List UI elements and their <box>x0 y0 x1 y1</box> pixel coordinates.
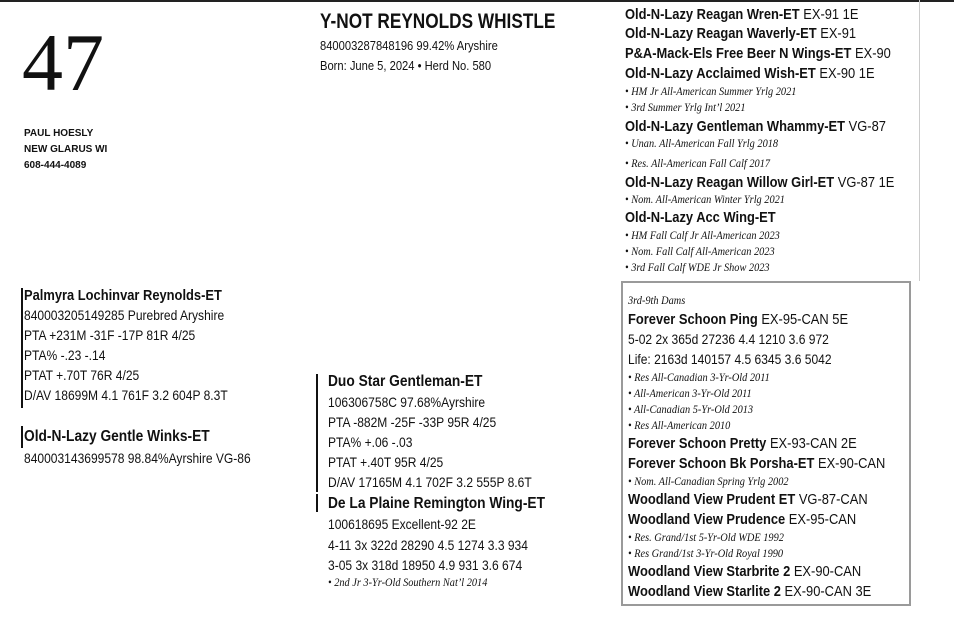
dam-sire-line: PTAT +.40T 95R 4/25 <box>328 454 444 470</box>
sire-bracket <box>21 288 23 408</box>
dam-entry: Forever Schoon Bk Porsha-ET EX-90-CAN <box>628 455 886 472</box>
family-note: • Nom. Fall Calf All-American 2023 <box>625 244 775 258</box>
dam-name: Old-N-Lazy Gentle Winks-ET <box>24 428 210 445</box>
dam-note: • Res All-American 2010 <box>628 418 731 432</box>
dam-note: • All-American 3-Yr-Old 2011 <box>628 386 752 400</box>
dam-entry: Woodland View Prudence EX-95-CAN <box>628 511 857 528</box>
owner-name: PAUL HOESLY <box>24 128 94 139</box>
granddam-line: 100618695 Excellent-92 2E <box>328 516 476 532</box>
dam-sire-bracket <box>316 374 318 492</box>
animal-name: Y-NOT REYNOLDS WHISTLE <box>320 10 556 33</box>
lot-number: 47 <box>22 17 104 108</box>
granddam-record: 4-11 3x 322d 28290 4.5 1274 3.3 934 <box>328 537 528 553</box>
owner-phone: 608-444-4089 <box>24 160 87 171</box>
family-member: P&A-Mack-Els Free Beer N Wings-ET EX-90 <box>625 45 891 62</box>
dam-note: • All-Canadian 5-Yr-Old 2013 <box>628 402 754 416</box>
family-member: Old-N-Lazy Acc Wing-ET <box>625 209 776 226</box>
granddam-note: • 2nd Jr 3-Yr-Old Southern Nat’l 2014 <box>328 575 488 589</box>
dam-record: Life: 2163d 140157 4.5 6345 3.6 5042 <box>628 351 832 367</box>
top-rule <box>0 0 954 2</box>
animal-born: Born: June 5, 2024 • Herd No. 580 <box>320 58 492 73</box>
owner-block <box>24 126 107 174</box>
sire-line: PTA% -.23 -.14 <box>24 347 106 363</box>
family-member: Old-N-Lazy Reagan Willow Girl-ET VG-87 1E <box>625 174 895 191</box>
dam-entry: Forever Schoon Pretty EX-93-CAN 2E <box>628 435 857 452</box>
family-member: Old-N-Lazy Acclaimed Wish-ET EX-90 1E <box>625 65 875 82</box>
sire-name: Palmyra Lochinvar Reynolds-ET <box>24 287 222 304</box>
dam-sire-line: PTA -882M -25F -33P 95R 4/25 <box>328 414 497 430</box>
family-note: • HM Fall Calf Jr All-American 2023 <box>625 228 780 242</box>
sire-line: 840003205149285 Purebred Aryshire <box>24 307 225 323</box>
sire-line: D/AV 18699M 4.1 761F 3.2 604P 8.3T <box>24 387 228 403</box>
sire-line: PTA +231M -31F -17P 81R 4/25 <box>24 327 196 343</box>
dam-note: • Res Grand/1st 3-Yr-Old Royal 1990 <box>628 546 784 560</box>
family-note: • Res. All-American Fall Calf 2017 <box>625 156 771 170</box>
family-member: Old-N-Lazy Gentleman Whammy-ET VG-87 <box>625 118 886 135</box>
sire-line: PTAT +.70T 76R 4/25 <box>24 367 140 383</box>
family-note: • Nom. All-American Winter Yrlg 2021 <box>625 192 785 206</box>
animal-registration: 840003287848196 99.42% Aryshire <box>320 38 498 53</box>
granddam-record: 3-05 3x 318d 18950 4.9 931 3.6 674 <box>328 557 523 573</box>
family-member: Old-N-Lazy Reagan Wren-ET EX-91 1E <box>625 6 859 23</box>
dam-bracket <box>21 426 23 448</box>
dam-sire-line: D/AV 17165M 4.1 702F 3.2 555P 8.6T <box>328 474 532 490</box>
family-note: • HM Jr All-American Summer Yrlg 2021 <box>625 84 797 98</box>
dam-note: • Nom. All-Canadian Spring Yrlg 2002 <box>628 474 789 488</box>
dam-record: 5-02 2x 365d 27236 4.4 1210 3.6 972 <box>628 331 829 347</box>
granddam-bracket <box>316 494 318 512</box>
dam-line: 840003143699578 98.84%Ayrshire VG-86 <box>24 450 251 466</box>
dam-note: • Res All-Canadian 3-Yr-Old 2011 <box>628 370 770 384</box>
dam-entry: Woodland View Prudent ET VG-87-CAN <box>628 491 868 508</box>
dams-box-title: 3rd-9th Dams <box>628 293 686 307</box>
dam-entry: Woodland View Starbrite 2 EX-90-CAN <box>628 563 862 580</box>
owner-location: NEW GLARUS WI <box>24 144 108 155</box>
dam-entry: Forever Schoon Ping EX-95-CAN 5E <box>628 311 849 328</box>
dam-sire-line: 106306758C 97.68%Ayrshire <box>328 394 486 410</box>
family-note: • 3rd Summer Yrlg Int’l 2021 <box>625 100 746 114</box>
dam-entry: Woodland View Starlite 2 EX-90-CAN 3E <box>628 583 872 600</box>
column-divider <box>919 0 920 281</box>
dam-sire-line: PTA% +.06 -.03 <box>328 434 413 450</box>
family-note: • Unan. All-American Fall Yrlg 2018 <box>625 136 779 150</box>
granddam-name: De La Plaine Remington Wing-ET <box>328 495 545 512</box>
family-note: • 3rd Fall Calf WDE Jr Show 2023 <box>625 260 770 274</box>
dam-note: • Res. Grand/1st 5-Yr-Old WDE 1992 <box>628 530 784 544</box>
family-member: Old-N-Lazy Reagan Waverly-ET EX-91 <box>625 25 857 42</box>
dam-sire-name: Duo Star Gentleman-ET <box>328 373 483 390</box>
